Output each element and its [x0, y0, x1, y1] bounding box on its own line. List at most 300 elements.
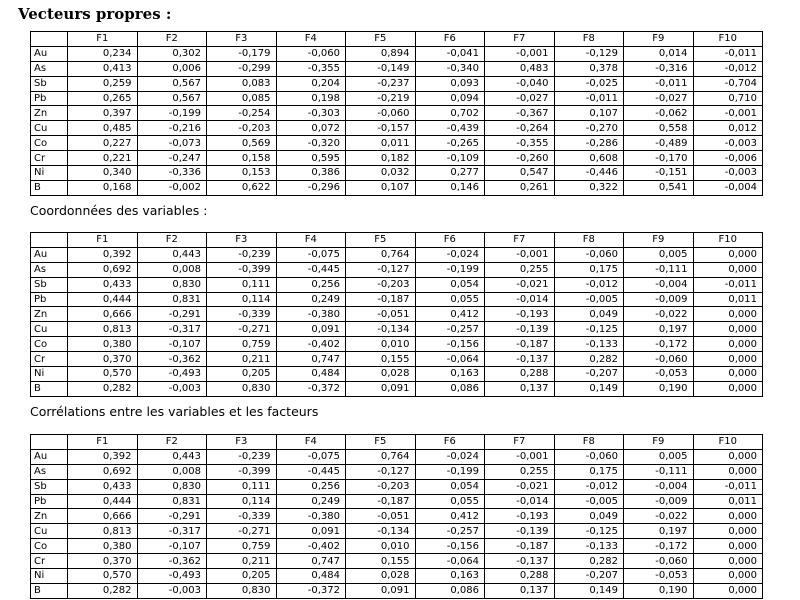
row-label-cell: Zn — [31, 106, 68, 121]
value-cell: 0,288 — [485, 367, 555, 382]
value-cell: -0,193 — [485, 509, 555, 524]
value-cell: 0,000 — [693, 524, 763, 539]
value-cell: 0,221 — [68, 151, 138, 166]
table-row — [31, 180, 763, 195]
row-label-cell: B — [31, 180, 68, 195]
value-cell: 0,256 — [276, 479, 346, 494]
value-cell: 0,759 — [207, 337, 277, 352]
value-cell: 0,091 — [346, 381, 416, 396]
value-cell: -0,149 — [346, 61, 416, 76]
table-row — [31, 569, 763, 584]
value-cell: 0,054 — [415, 277, 485, 292]
value-cell: 0,830 — [137, 479, 207, 494]
value-cell: -0,339 — [207, 509, 277, 524]
column-header: F8 — [554, 435, 624, 450]
value-cell: 0,086 — [415, 583, 485, 598]
value-cell: -0,362 — [137, 352, 207, 367]
value-cell: -0,316 — [624, 61, 694, 76]
value-cell: 0,010 — [346, 539, 416, 554]
value-cell: -0,027 — [485, 91, 555, 106]
value-cell: -0,139 — [485, 322, 555, 337]
table-row — [31, 322, 763, 337]
table-row — [31, 464, 763, 479]
value-cell: -0,179 — [207, 46, 277, 61]
value-cell: 0,083 — [207, 76, 277, 91]
value-cell: -0,129 — [554, 46, 624, 61]
value-cell: 0,197 — [624, 524, 694, 539]
value-cell: 0,114 — [207, 494, 277, 509]
value-cell: 0,190 — [624, 583, 694, 598]
column-header: F2 — [137, 233, 207, 248]
value-cell: -0,062 — [624, 106, 694, 121]
value-cell: -0,439 — [415, 121, 485, 136]
value-cell: -0,073 — [137, 136, 207, 151]
value-cell: 0,000 — [693, 307, 763, 322]
table-row — [31, 61, 763, 76]
value-cell: -0,051 — [346, 509, 416, 524]
value-cell: 0,011 — [346, 136, 416, 151]
value-cell: -0,134 — [346, 524, 416, 539]
value-cell: -0,134 — [346, 322, 416, 337]
value-cell: -0,075 — [276, 247, 346, 262]
value-cell: 0,093 — [415, 76, 485, 91]
row-label-cell: Ni — [31, 569, 68, 584]
value-cell: 0,282 — [68, 381, 138, 396]
column-header: F4 — [276, 435, 346, 450]
value-cell: -0,139 — [485, 524, 555, 539]
value-cell: 0,249 — [276, 494, 346, 509]
value-cell: 0,378 — [554, 61, 624, 76]
value-cell: 0,155 — [346, 352, 416, 367]
value-cell: -0,291 — [137, 307, 207, 322]
value-cell: -0,199 — [415, 262, 485, 277]
row-label-cell: Co — [31, 337, 68, 352]
value-cell: 0,747 — [276, 352, 346, 367]
value-cell: -0,317 — [137, 322, 207, 337]
value-cell: 0,175 — [554, 464, 624, 479]
value-cell: -0,024 — [415, 449, 485, 464]
value-cell: -0,001 — [693, 106, 763, 121]
row-label-cell: As — [31, 464, 68, 479]
value-cell: 0,000 — [693, 322, 763, 337]
value-cell: -0,380 — [276, 509, 346, 524]
row-label-cell: Cu — [31, 524, 68, 539]
row-label-cell: As — [31, 262, 68, 277]
value-cell: -0,001 — [485, 46, 555, 61]
value-cell: -0,260 — [485, 151, 555, 166]
value-cell: -0,265 — [415, 136, 485, 151]
column-header: F1 — [68, 435, 138, 450]
value-cell: 0,569 — [207, 136, 277, 151]
value-cell: 0,570 — [68, 569, 138, 584]
row-label-cell: B — [31, 583, 68, 598]
value-cell: 0,028 — [346, 367, 416, 382]
value-cell: -0,237 — [346, 76, 416, 91]
row-label-cell: Sb — [31, 76, 68, 91]
value-cell: 0,567 — [137, 76, 207, 91]
value-cell: 0,813 — [68, 524, 138, 539]
value-cell: 0,012 — [693, 121, 763, 136]
value-cell: 0,412 — [415, 509, 485, 524]
value-cell: 0,433 — [68, 277, 138, 292]
value-cell: 0,072 — [276, 121, 346, 136]
value-cell: -0,021 — [485, 277, 555, 292]
value-cell: -0,127 — [346, 262, 416, 277]
column-header: F9 — [624, 32, 694, 47]
row-label-cell: Pb — [31, 91, 68, 106]
value-cell: -0,239 — [207, 449, 277, 464]
value-cell: 0,666 — [68, 509, 138, 524]
column-header: F2 — [137, 32, 207, 47]
value-cell: -0,445 — [276, 464, 346, 479]
value-cell: 0,000 — [693, 509, 763, 524]
value-cell: 0,759 — [207, 539, 277, 554]
value-cell: -0,002 — [137, 180, 207, 195]
value-cell: 0,149 — [554, 583, 624, 598]
row-label-cell: Ni — [31, 166, 68, 181]
value-cell: 0,000 — [693, 539, 763, 554]
value-cell: 0,234 — [68, 46, 138, 61]
value-cell: -0,199 — [137, 106, 207, 121]
value-cell: 0,444 — [68, 494, 138, 509]
value-cell: -0,156 — [415, 337, 485, 352]
value-cell: 0,107 — [346, 180, 416, 195]
value-cell: 0,380 — [68, 337, 138, 352]
value-cell: -0,004 — [693, 180, 763, 195]
value-cell: -0,172 — [624, 539, 694, 554]
value-cell: -0,362 — [137, 554, 207, 569]
value-cell: -0,257 — [415, 524, 485, 539]
value-cell: -0,445 — [276, 262, 346, 277]
value-cell: 0,831 — [137, 494, 207, 509]
value-cell: -0,367 — [485, 106, 555, 121]
value-cell: 0,111 — [207, 479, 277, 494]
value-cell: -0,075 — [276, 449, 346, 464]
value-cell: -0,704 — [693, 76, 763, 91]
value-cell: -0,257 — [415, 322, 485, 337]
value-cell: -0,207 — [554, 367, 624, 382]
header-row — [31, 435, 763, 450]
value-cell: -0,156 — [415, 539, 485, 554]
row-label-cell: Pb — [31, 292, 68, 307]
value-cell: -0,137 — [485, 554, 555, 569]
value-cell: -0,021 — [485, 479, 555, 494]
column-header: F1 — [68, 32, 138, 47]
value-cell: 0,000 — [693, 554, 763, 569]
value-cell: 0,014 — [624, 46, 694, 61]
column-header: F7 — [485, 435, 555, 450]
value-cell: -0,203 — [207, 121, 277, 136]
value-cell: -0,060 — [624, 352, 694, 367]
value-cell: 0,397 — [68, 106, 138, 121]
value-cell: -0,005 — [554, 292, 624, 307]
value-cell: 0,302 — [137, 46, 207, 61]
value-cell: 0,444 — [68, 292, 138, 307]
value-cell: 0,595 — [276, 151, 346, 166]
row-label-cell: Sb — [31, 479, 68, 494]
value-cell: 0,000 — [693, 583, 763, 598]
column-header: F1 — [68, 233, 138, 248]
value-cell: 0,692 — [68, 262, 138, 277]
table-row — [31, 539, 763, 554]
value-cell: -0,025 — [554, 76, 624, 91]
value-cell: 0,190 — [624, 381, 694, 396]
value-cell: -0,317 — [137, 524, 207, 539]
value-cell: 0,443 — [137, 449, 207, 464]
value-cell: -0,355 — [485, 136, 555, 151]
value-cell: 0,255 — [485, 464, 555, 479]
column-header: F5 — [346, 32, 416, 47]
row-label-cell: Ni — [31, 367, 68, 382]
value-cell: -0,003 — [137, 381, 207, 396]
value-cell: 0,392 — [68, 247, 138, 262]
table-row — [31, 337, 763, 352]
value-cell: -0,157 — [346, 121, 416, 136]
table-row — [31, 494, 763, 509]
value-cell: -0,024 — [415, 247, 485, 262]
value-cell: -0,296 — [276, 180, 346, 195]
value-cell: 0,049 — [554, 307, 624, 322]
value-cell: 0,282 — [554, 352, 624, 367]
value-cell: 0,054 — [415, 479, 485, 494]
value-cell: 0,256 — [276, 277, 346, 292]
value-cell: -0,247 — [137, 151, 207, 166]
value-cell: -0,303 — [276, 106, 346, 121]
value-cell: 0,153 — [207, 166, 277, 181]
value-cell: -0,372 — [276, 381, 346, 396]
column-header: F3 — [207, 435, 277, 450]
table-row — [31, 352, 763, 367]
title-eigenvectors: Vecteurs propres : — [18, 5, 172, 23]
value-cell: 0,137 — [485, 583, 555, 598]
value-cell: 0,541 — [624, 180, 694, 195]
value-cell: 0,055 — [415, 494, 485, 509]
value-cell: 0,710 — [693, 91, 763, 106]
row-label-cell: Au — [31, 46, 68, 61]
value-cell: -0,320 — [276, 136, 346, 151]
table-row — [31, 524, 763, 539]
column-header: F4 — [276, 233, 346, 248]
value-cell: -0,001 — [485, 449, 555, 464]
column-header: F6 — [415, 32, 485, 47]
value-cell: -0,111 — [624, 464, 694, 479]
value-cell: 0,322 — [554, 180, 624, 195]
value-cell: 0,764 — [346, 247, 416, 262]
value-cell: 0,008 — [137, 262, 207, 277]
value-cell: 0,813 — [68, 322, 138, 337]
value-cell: -0,339 — [207, 307, 277, 322]
row-label-cell: Co — [31, 539, 68, 554]
value-cell: 0,282 — [554, 554, 624, 569]
value-cell: -0,064 — [415, 554, 485, 569]
value-cell: -0,271 — [207, 524, 277, 539]
value-cell: 0,011 — [693, 292, 763, 307]
table-row — [31, 381, 763, 396]
row-label-cell: Sb — [31, 277, 68, 292]
value-cell: 0,831 — [137, 292, 207, 307]
value-cell: 0,370 — [68, 554, 138, 569]
value-cell: 0,277 — [415, 166, 485, 181]
value-cell: -0,286 — [554, 136, 624, 151]
value-cell: -0,399 — [207, 262, 277, 277]
row-label-cell: Cr — [31, 352, 68, 367]
value-cell: -0,005 — [554, 494, 624, 509]
value-cell: 0,483 — [485, 61, 555, 76]
value-cell: -0,060 — [624, 554, 694, 569]
value-cell: 0,094 — [415, 91, 485, 106]
value-cell: -0,012 — [554, 277, 624, 292]
value-cell: 0,608 — [554, 151, 624, 166]
row-label-cell: As — [31, 61, 68, 76]
value-cell: -0,446 — [554, 166, 624, 181]
value-cell: 0,485 — [68, 121, 138, 136]
row-label-cell: Au — [31, 247, 68, 262]
title-variable-coordinates: Coordonnées des variables : — [30, 203, 208, 218]
value-cell: 0,413 — [68, 61, 138, 76]
value-cell: 0,433 — [68, 479, 138, 494]
column-header: F8 — [554, 32, 624, 47]
value-cell: 0,085 — [207, 91, 277, 106]
value-cell: 0,567 — [137, 91, 207, 106]
value-cell: 0,692 — [68, 464, 138, 479]
value-cell: -0,271 — [207, 322, 277, 337]
value-cell: -0,399 — [207, 464, 277, 479]
value-cell: -0,216 — [137, 121, 207, 136]
value-cell: -0,493 — [137, 569, 207, 584]
value-cell: 0,265 — [68, 91, 138, 106]
value-cell: 0,005 — [624, 449, 694, 464]
header-corner-cell — [31, 32, 68, 47]
value-cell: 0,747 — [276, 554, 346, 569]
value-cell: -0,014 — [485, 494, 555, 509]
value-cell: 0,249 — [276, 292, 346, 307]
value-cell: 0,182 — [346, 151, 416, 166]
value-cell: -0,193 — [485, 307, 555, 322]
value-cell: -0,012 — [693, 61, 763, 76]
row-label-cell: Zn — [31, 307, 68, 322]
value-cell: 0,205 — [207, 367, 277, 382]
value-cell: 0,443 — [137, 247, 207, 262]
row-label-cell: Cr — [31, 554, 68, 569]
value-cell: 0,000 — [693, 262, 763, 277]
value-cell: -0,011 — [693, 479, 763, 494]
value-cell: 0,137 — [485, 381, 555, 396]
value-cell: 0,282 — [68, 583, 138, 598]
table-row — [31, 277, 763, 292]
value-cell: 0,168 — [68, 180, 138, 195]
value-cell: 0,028 — [346, 569, 416, 584]
value-cell: 0,830 — [207, 381, 277, 396]
value-cell: -0,022 — [624, 509, 694, 524]
column-header: F10 — [693, 32, 763, 47]
table-row — [31, 166, 763, 181]
row-label-cell: B — [31, 381, 68, 396]
row-label-cell: Cu — [31, 121, 68, 136]
variable-coordinates-table — [30, 232, 763, 397]
value-cell: -0,011 — [693, 277, 763, 292]
value-cell: 0,049 — [554, 509, 624, 524]
value-cell: 0,086 — [415, 381, 485, 396]
value-cell: 0,091 — [346, 583, 416, 598]
value-cell: 0,000 — [693, 569, 763, 584]
value-cell: -0,001 — [485, 247, 555, 262]
value-cell: -0,125 — [554, 322, 624, 337]
value-cell: -0,270 — [554, 121, 624, 136]
column-header: F9 — [624, 435, 694, 450]
value-cell: 0,227 — [68, 136, 138, 151]
value-cell: 0,370 — [68, 352, 138, 367]
value-cell: -0,003 — [693, 136, 763, 151]
row-label-cell: Pb — [31, 494, 68, 509]
value-cell: 0,211 — [207, 352, 277, 367]
value-cell: -0,402 — [276, 337, 346, 352]
value-cell: -0,053 — [624, 367, 694, 382]
value-cell: -0,107 — [137, 337, 207, 352]
value-cell: -0,489 — [624, 136, 694, 151]
table-row — [31, 262, 763, 277]
column-header: F3 — [207, 32, 277, 47]
value-cell: 0,000 — [693, 381, 763, 396]
value-cell: -0,040 — [485, 76, 555, 91]
value-cell: 0,008 — [137, 464, 207, 479]
value-cell: -0,187 — [485, 539, 555, 554]
value-cell: -0,203 — [346, 277, 416, 292]
value-cell: -0,137 — [485, 352, 555, 367]
value-cell: -0,299 — [207, 61, 277, 76]
table-row — [31, 509, 763, 524]
value-cell: 0,000 — [693, 449, 763, 464]
table-row — [31, 583, 763, 598]
value-cell: 0,091 — [276, 322, 346, 337]
column-header: F7 — [485, 32, 555, 47]
value-cell: -0,133 — [554, 539, 624, 554]
header-corner-cell — [31, 233, 68, 248]
table-row — [31, 292, 763, 307]
value-cell: 0,175 — [554, 262, 624, 277]
value-cell: -0,199 — [415, 464, 485, 479]
value-cell: -0,011 — [693, 46, 763, 61]
row-label-cell: Cu — [31, 322, 68, 337]
column-header: F6 — [415, 435, 485, 450]
value-cell: 0,204 — [276, 76, 346, 91]
column-header: F6 — [415, 233, 485, 248]
value-cell: 0,558 — [624, 121, 694, 136]
value-cell: 0,006 — [137, 61, 207, 76]
value-cell: 0,412 — [415, 307, 485, 322]
value-cell: -0,011 — [624, 76, 694, 91]
value-cell: 0,000 — [693, 352, 763, 367]
column-header: F8 — [554, 233, 624, 248]
value-cell: -0,239 — [207, 247, 277, 262]
value-cell: -0,372 — [276, 583, 346, 598]
value-cell: 0,000 — [693, 464, 763, 479]
value-cell: 0,259 — [68, 76, 138, 91]
value-cell: -0,003 — [693, 166, 763, 181]
value-cell: 0,570 — [68, 367, 138, 382]
value-cell: 0,340 — [68, 166, 138, 181]
table-row — [31, 46, 763, 61]
row-label-cell: Zn — [31, 509, 68, 524]
table-row — [31, 307, 763, 322]
value-cell: -0,172 — [624, 337, 694, 352]
column-header: F7 — [485, 233, 555, 248]
column-header: F5 — [346, 233, 416, 248]
value-cell: 0,032 — [346, 166, 416, 181]
value-cell: 0,894 — [346, 46, 416, 61]
value-cell: 0,211 — [207, 554, 277, 569]
value-cell: -0,355 — [276, 61, 346, 76]
column-header: F10 — [693, 435, 763, 450]
